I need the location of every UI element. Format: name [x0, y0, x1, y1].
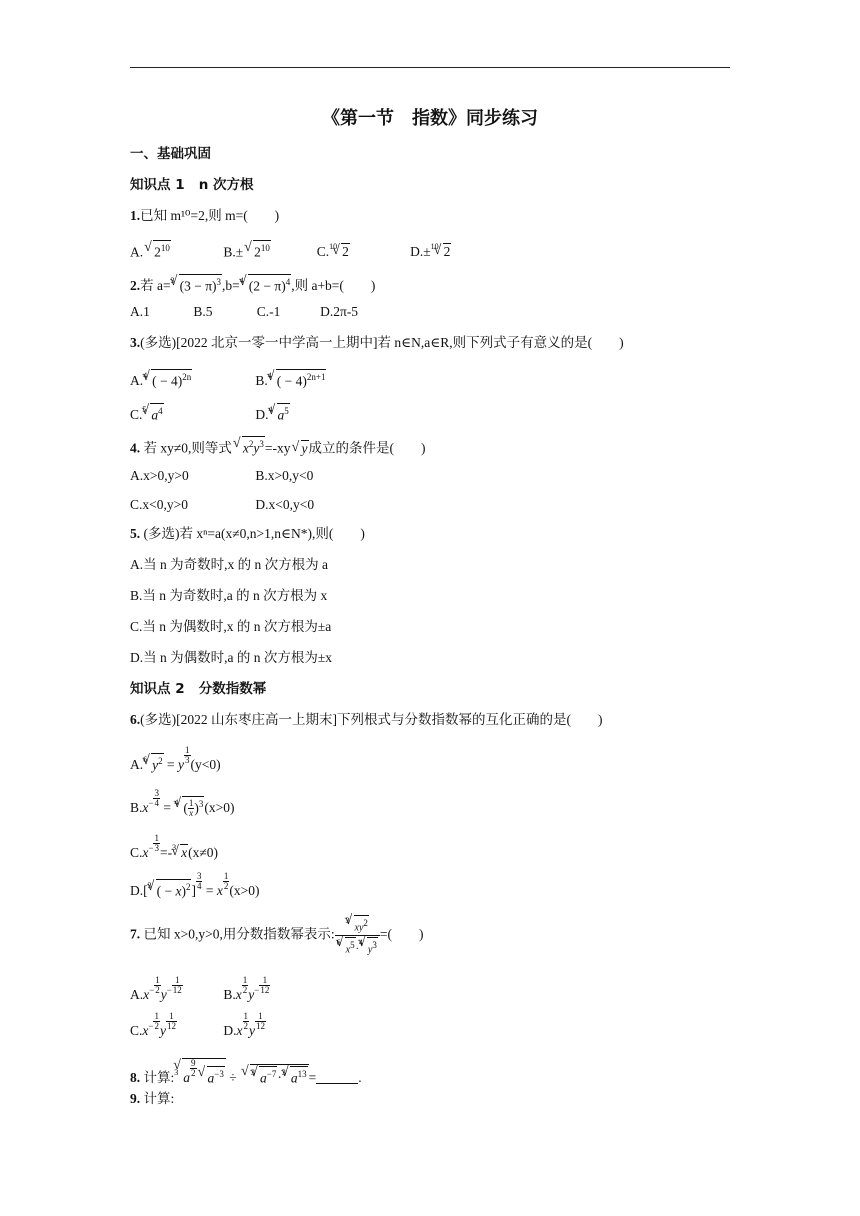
- option-c: C.$^{10}$√ 2: [317, 238, 407, 261]
- option-d: D.x $\frac{1}{2}$ y $\frac{1}{12}$: [223, 1011, 265, 1038]
- page-title: 《第一节 指数》同步练习: [322, 108, 538, 129]
- question-2-options: [130, 303, 358, 321]
- question-7-options-cd: [130, 1012, 266, 1040]
- question-4-options-ab: [130, 467, 313, 485]
- question-3-options-cd: [130, 401, 290, 424]
- option-b: B.5: [193, 304, 213, 319]
- option-a: A.1: [130, 304, 150, 319]
- section-heading: 一、基础巩固: [130, 146, 211, 162]
- option-a: A.$^4$√ ( − 4)$^{2n}$: [130, 367, 252, 390]
- option-c: C.$^5$√ $a^4$: [130, 401, 252, 424]
- question-5-option-c: C.当 n 为偶数时,x 的 n 次方根为±a: [130, 619, 332, 634]
- question-2: 2.若 a=$^3$√ $(3 - \pi)^3,b=^4√$ $(2 - \pi)^4$,则 a+b=( ): [130, 272, 375, 295]
- question-6: 6.(多选)[2022 山东枣庄高一上期末]下列根式与分数指数幂的互化正确的是( ): [130, 712, 603, 727]
- question-8: 8. 计算:$^3$√ a $\frac{9}{2}$ √ $a^{-3}$ ÷ √ $^3$√ $a^{-7}\cdot^3√$ $a^{13}$ = .: [130, 1058, 362, 1087]
- option-d: D.2π-5: [320, 304, 359, 319]
- question-6-option-a: A.$^6$√ $y^2 = y$ $\frac{1}{3}$ (y<0): [130, 746, 221, 774]
- question-1-options: [130, 238, 451, 261]
- option-b: B.x $\frac{1}{2}$ y− $\frac{1}{12}$: [223, 975, 270, 1002]
- option-b: B.±√ $2^{10}$: [223, 240, 313, 262]
- question-5: 5. (多选)若 xⁿ=a(x≠0,n>1,n∈N*),则( ): [130, 526, 365, 541]
- question-3-options-ab: [130, 367, 326, 390]
- question-6-option-b: B.x− $\frac{3}{4}$ = $^4$√ ( $\frac{1}{x}$ )$^3$(x>0): [130, 789, 234, 818]
- option-b: B.x>0,y<0: [255, 468, 314, 483]
- question-3: 3.(多选)[2022 北京一零一中学高一上期中]若 n∈N,a∈R,则下列式子有意义的是( ): [130, 335, 624, 350]
- question-9: 9. 计算:: [130, 1091, 175, 1106]
- option-a: A.√ $2^{10}$: [130, 240, 220, 262]
- question-1: 1.已知 m¹⁰=2,则 m=( ): [130, 208, 280, 223]
- option-d: D.x<0,y<0: [255, 497, 315, 512]
- question-7: 7. 已知 x>0,y>0,用分数指数幂表示: $\frac{^3√ xy^2}{^6√ x^5\cdot^4√ y^3}$ =( ): [130, 914, 423, 957]
- option-b: B.$^4$√ ( − 4)$^{2n+1}$: [255, 367, 326, 390]
- question-5-option-a: A.当 n 为奇数时,x 的 n 次方根为 a: [130, 557, 328, 572]
- option-d: D.±$^{10}$√ 2: [410, 238, 451, 261]
- knowledge-point-1: 知识点 1 n 次方根: [130, 177, 254, 193]
- option-c: C.x<0,y>0: [130, 497, 188, 512]
- knowledge-point-2: 知识点 2 分数指数幂: [130, 681, 267, 697]
- question-5-option-b: B.当 n 为奇数时,a 的 n 次方根为 x: [130, 588, 328, 603]
- header-rule: [130, 67, 730, 68]
- question-4: 4. 若 xy≠0,则等式√ $x^2y^3=-xy√$ y成立的条件是( ): [130, 436, 426, 458]
- option-c: C.-1: [256, 304, 281, 319]
- option-a: A.x>0,y>0: [130, 468, 189, 483]
- answer-blank[interactable]: [316, 1071, 358, 1084]
- option-c: C.x− $\frac{1}{2}$ y $\frac{1}{12}$: [130, 1011, 176, 1038]
- question-7-options-ab: [130, 976, 270, 1004]
- option-d: D.$^4$√ $a^5$: [255, 401, 289, 424]
- option-a: A.x− $\frac{1}{2}$ y− $\frac{1}{12}$: [130, 975, 182, 1002]
- question-6-option-d: D.[$^3$√ ( − x)$^2$] $\frac{3}{4}$ = x $\frac{1}{2}$ (x>0): [130, 872, 259, 900]
- question-4-options-cd: [130, 496, 314, 514]
- question-6-option-c: C.x− $\frac{1}{3}$ =-$^3$√ x(x≠0): [130, 834, 218, 862]
- question-5-option-d: D.当 n 为偶数时,a 的 n 次方根为±x: [130, 650, 333, 665]
